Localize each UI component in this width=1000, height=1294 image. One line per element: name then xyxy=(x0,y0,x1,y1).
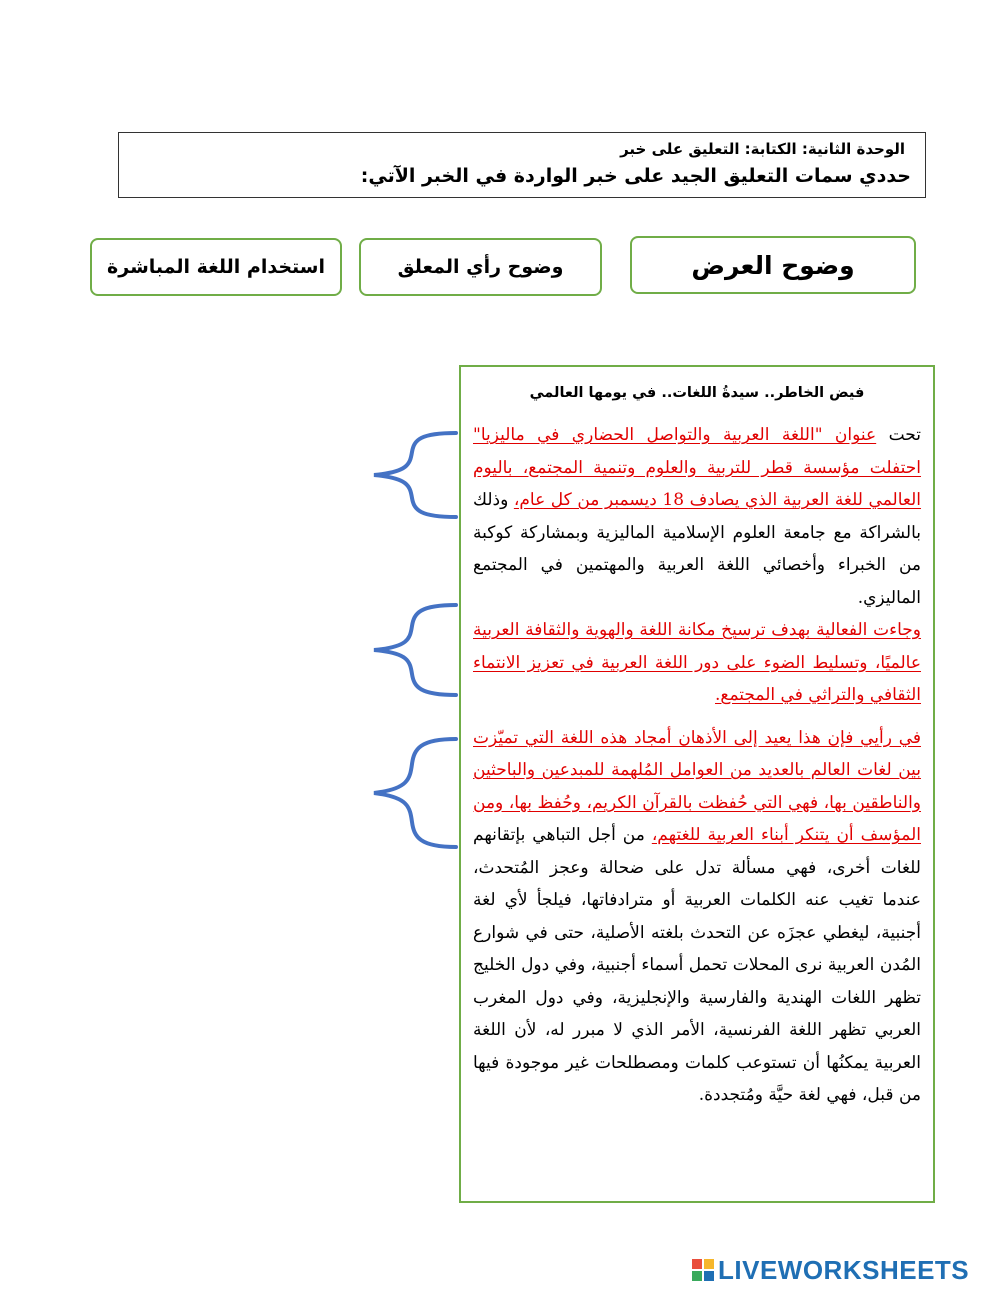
header-box xyxy=(118,132,926,198)
paragraph-1-intro: تحت xyxy=(876,425,921,445)
article-paragraph-1 xyxy=(473,419,921,614)
article-paragraph-2 xyxy=(473,614,921,712)
article-box xyxy=(459,365,935,1203)
instruction: حددي سمات التعليق الجيد على خبر الواردة في الخبر الآتي: xyxy=(360,165,911,187)
highlight-opinion: في رأيي فإن هذا يعيد إلى الأذهان أمجاد هذه اللغة التي تميّزت بين لغات العالم بالعديد من العوامل المُلهمة للمبدعين والباحثين والناطقين بها، فهي التي حُفظت بالقرآن الكريم، وحُفظ بها، ومن المؤسف أن يتنكر أبناء العربية للغتهم، xyxy=(473,727,921,845)
brace-drop-target-1[interactable] xyxy=(368,428,462,522)
trait-direct-language[interactable]: استخدام اللغة المباشرة xyxy=(90,238,342,296)
highlight-presentation: عنوان "اللغة العربية والتواصل الحضاري في ماليزيا" احتفلت مؤسسة قطر للتربية والعلوم وتنمية المجتمع، باليوم العالمي للغة العربية الذي يصادف 18 ديسمبر من كل عام، xyxy=(473,425,921,510)
article-paragraph-3 xyxy=(473,722,921,1112)
trait-clear-opinion[interactable]: وضوح رأي المعلق xyxy=(359,238,602,296)
liveworksheets-logo-icon xyxy=(692,1259,714,1281)
highlight-event-goal: وجاءت الفعالية بهدف ترسيخ مكانة اللغة والهوية والثقافة العربية عالميًا، وتسليط الضوء على دور اللغة العربية في تعزيز الانتماء الثقافي والتراثي في المجتمع. xyxy=(473,620,921,705)
paragraph-3-rest: من أجل التباهي بإتقانهم للغات أخرى، فهي مسألة تدل على ضحالة وعجز المُتحدث، عندما تغيب عنه الكلمات العربية أو مترادفاتها، فيلجأ لأي لغة أجنبية، ليغطي عجزَه عن التحدث بلغته الأصلية، حتى في شوارع المُدن العربية نرى المحلات تحمل أسماء أجنبية، وفي دول الخليج تظهر اللغات الهندية والفارسية والإنجليزية، وفي دول المغرب العربي تظهر اللغة الفرنسية، الأمر الذي لا مبرر له، لأن اللغة العربية يمكنُها أن تستوعب كلمات ومصطلحات غير موجودة فيها من قبل، فهي لغة حيَّة ومُتجددة. xyxy=(473,825,921,1105)
trait-clear-presentation[interactable]: وضوح العرض xyxy=(630,236,916,294)
paragraph-1-rest: وذلك بالشراكة مع جامعة العلوم الإسلامية الماليزية وبمشاركة كوكبة من الخبراء وأخصائي اللغة العربية والمهتمين في المجتمع الماليزي. xyxy=(473,490,921,608)
unit-title: الوحدة الثانية: الكتابة: التعليق على خبر xyxy=(620,140,905,158)
footer-logo xyxy=(692,1256,969,1284)
article-title: فيض الخاطر.. سيدةُ اللغات.. في يومها العالمي xyxy=(529,385,865,401)
footer-brand: LIVEWORKSHEETS xyxy=(718,1254,970,1285)
brace-drop-target-2[interactable] xyxy=(368,600,462,700)
brace-drop-target-3[interactable] xyxy=(368,734,462,852)
